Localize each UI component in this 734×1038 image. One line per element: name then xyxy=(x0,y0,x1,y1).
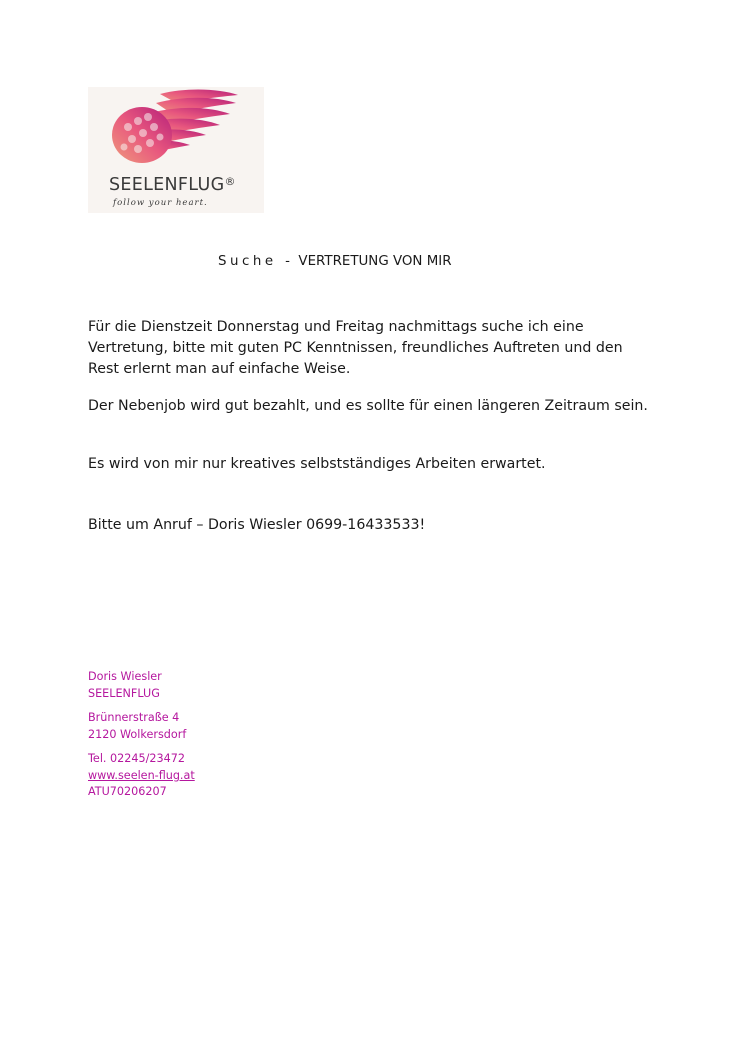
paragraph-pay: Der Nebenjob wird gut bezahlt, und es sollte für einen längeren Zeitraum sein. xyxy=(88,398,648,414)
contact-vat: ATU70206207 xyxy=(88,785,167,798)
logo-wordmark: SEELENFLUG® xyxy=(109,175,236,195)
contact-name: Doris Wiesler xyxy=(88,670,162,683)
paragraph-expectations: Es wird von mir nur kreatives selbstständiges Arbeiten erwartet. xyxy=(88,456,546,472)
contact-footer xyxy=(88,669,195,801)
heading-rest: - VERTRETUNG VON MIR xyxy=(276,254,452,269)
contact-street: Brünnerstraße 4 xyxy=(88,711,180,724)
seelenflug-logo xyxy=(88,87,264,213)
paragraph-duty-times: Für die Dienstzeit Donnerstag und Freitag nachmittags suche ich eine Vertretung, bitte mit guten PC Kenntnissen, freundliches Auftreten und den Rest erlernt man auf einfache Weise. xyxy=(88,319,623,377)
contact-phone: Tel. 02245/23472 xyxy=(88,752,185,765)
heading-suche: Suche xyxy=(218,254,277,269)
logo-tagline: follow your heart. xyxy=(113,198,208,208)
contact-city: 2120 Wolkersdorf xyxy=(88,727,187,741)
document-heading xyxy=(218,254,452,269)
website-link[interactable]: www.seelen-flug.at xyxy=(88,768,195,782)
contact-company: SEELENFLUG xyxy=(88,686,160,700)
wing-icon xyxy=(88,87,264,177)
paragraph-call-to-action: Bitte um Anruf – Doris Wiesler 0699-16433533! xyxy=(88,517,426,533)
